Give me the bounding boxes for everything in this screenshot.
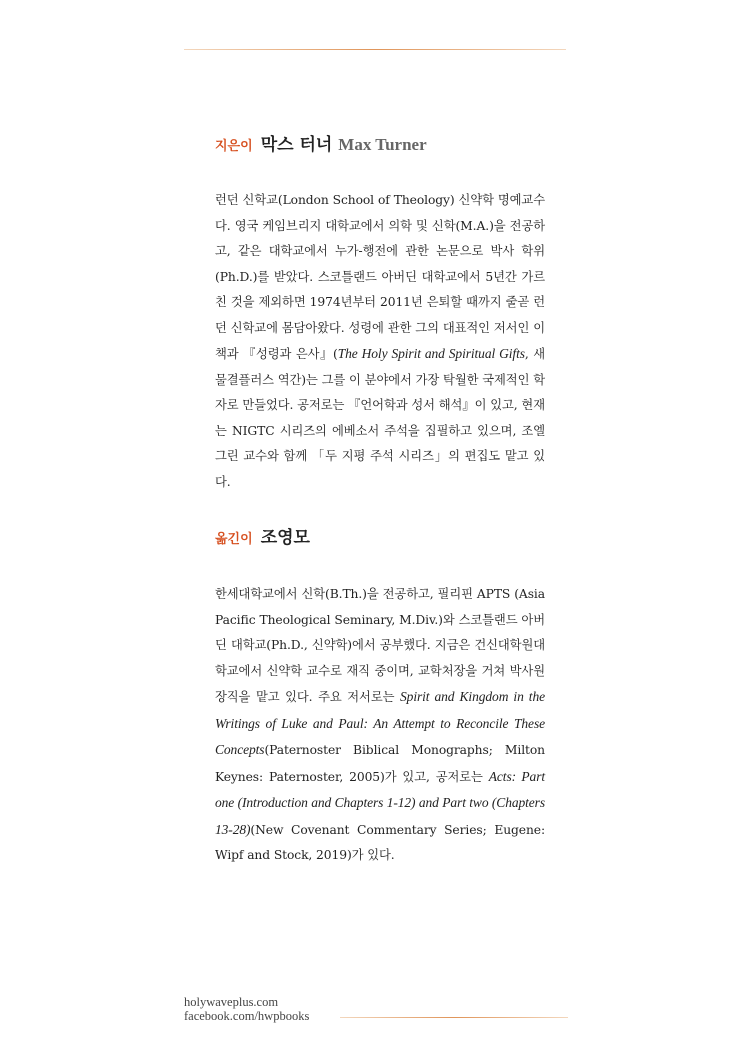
author-name-korean: 막스 터너	[260, 135, 333, 155]
author-name-english: Max Turner	[338, 135, 427, 154]
translator-bio-book-title: Spirit and Kingdom in the Writings of Luke and Paul: An Attempt to Reconcile These Concepts	[215, 689, 545, 757]
translator-bio-text: (Paternoster Biblical Monographs; Milton Keynes: Paternoster, 2005)가 있고, 공저로는	[215, 743, 545, 784]
author-role-label: 지은이	[215, 139, 253, 154]
top-decorative-rule	[184, 49, 566, 50]
translator-section	[215, 523, 545, 869]
translator-role-label: 옮긴이	[215, 532, 253, 547]
bottom-decorative-rule	[340, 1017, 568, 1018]
website-link[interactable]: holywaveplus.com	[184, 995, 279, 1009]
author-bio-book-title: The Holy Spirit and Spiritual Gifts	[337, 346, 525, 361]
translator-biography	[215, 582, 545, 869]
translator-heading	[215, 523, 545, 551]
translator-name-korean: 조영모	[260, 528, 310, 548]
translator-bio-text: 한세대학교에서 신학(B.Th.)을 전공하고, 필리핀 APTS (Asia Pacific Theological Seminary, M.Div.)와 스코틀랜드 아버딘 대학교(Ph.D., 신약학)에서 공부했다. 지금은 건신대학원대학교에서 신약학 교수로 재직 중이며, 교학처장을 거쳐 박사원장직을 맡고 있다. 주요 저서로는	[215, 587, 545, 704]
author-bio-text: 런던 신학교(London School of Theology) 신약학 명예교수다. 영국 케임브리지 대학교에서 의학 및 신학(M.A.)을 전공하고, 같은 대학교에서 누가-행전에 관한 논문으로 박사 학위(Ph.D.)를 받았다. 스코틀랜드 아버딘 대학교에서 5년간 가르친 것을 제외하면 1974년부터 2011년 은퇴할 때까지 줄곧 런던 신학교에 몸담아왔다. 성령에 관한 그의 대표적인 저서인 이 책과 『성령과 은사』(	[215, 193, 545, 361]
publisher-footer	[184, 995, 309, 1023]
author-bio-text: , 새물결플러스 역간)는 그를 이 분야에서 가장 탁월한 국제적인 학자로 만들었다. 공저로는 『언어학과 성서 해석』이 있고, 현재는 NIGTC 시리즈의 에베소서 주석을 집필하고 있으며, 조엘 그린 교수와 함께 「두 지평 주석 시리즈」의 편집도 맡고 있다.	[215, 347, 545, 489]
author-biography	[215, 188, 545, 495]
translator-bio-text: (New Covenant Commentary Series; Eugene: Wipf and Stock, 2019)가 있다.	[215, 822, 545, 862]
author-section	[215, 130, 545, 495]
facebook-link[interactable]: facebook.com/hwpbooks	[184, 1009, 310, 1023]
author-heading	[215, 130, 545, 158]
translator-bio-book-title: Acts: Part one (Introduction and Chapters 1-12) and Part two (Chapters 13-28)	[215, 768, 545, 837]
